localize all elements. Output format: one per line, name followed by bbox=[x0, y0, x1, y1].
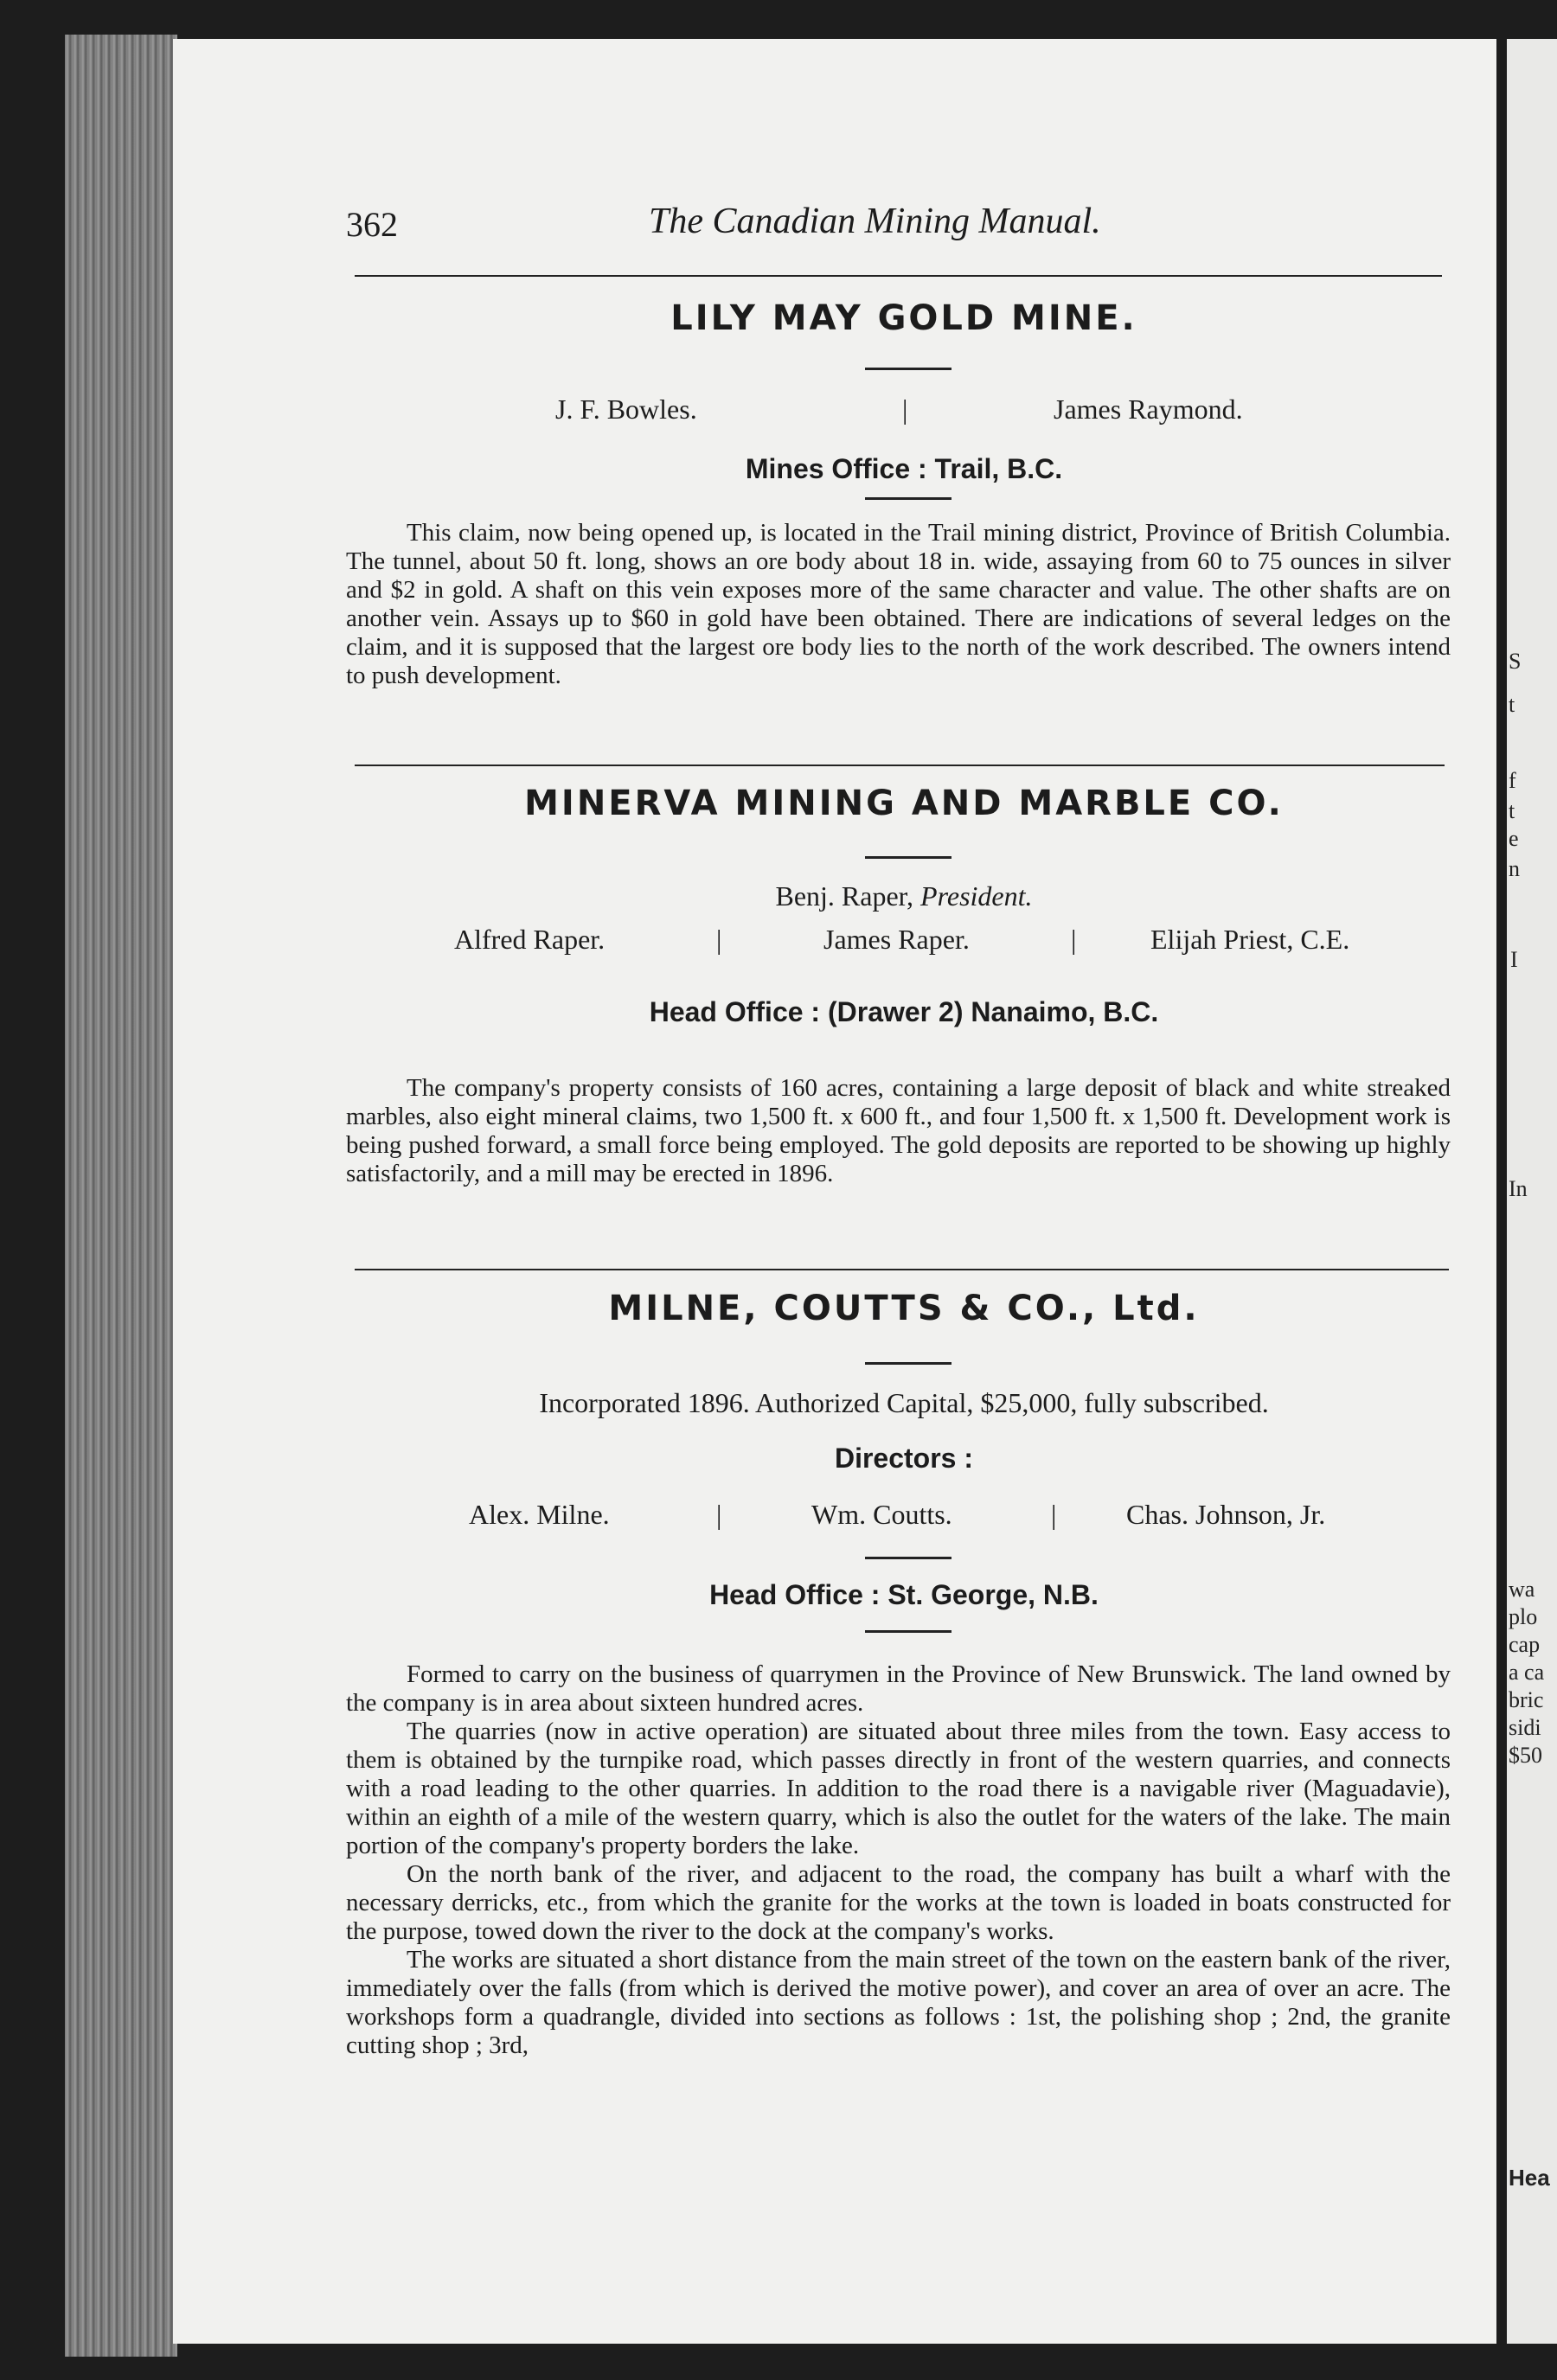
running-head bbox=[346, 197, 1462, 249]
section-rule bbox=[865, 497, 952, 500]
minerva-president bbox=[346, 880, 1462, 912]
officer-name: J. F. Bowles. bbox=[555, 393, 697, 425]
name-divider: | bbox=[716, 924, 722, 955]
adjacent-page-fragment: f bbox=[1509, 768, 1516, 793]
director-name: Chas. Johnson, Jr. bbox=[1126, 1499, 1326, 1530]
lily-may-body bbox=[346, 519, 1451, 690]
lily-may-title: LILY MAY GOLD MINE. bbox=[670, 298, 1137, 338]
adjacent-page-fragment: S bbox=[1509, 649, 1522, 674]
section-rule bbox=[865, 1557, 952, 1559]
adjacent-page-fragment: t bbox=[1509, 692, 1515, 717]
paragraph: The works are situated a short distance from the main street of the town on the eastern bank of the river, immediately over the falls (from which is derived the motive power), and cover an area of over an acre. The workshops form a quadrangle, divided into sections as follows : 1st, the polishing shop ; 2nd, the granite cutting shop ; 3rd, bbox=[346, 1946, 1451, 2059]
officer-name: Alfred Raper. bbox=[454, 924, 606, 955]
adjacent-page-fragment: plo bbox=[1509, 1604, 1538, 1629]
milne-incorporation: Incorporated 1896. Authorized Capital, $25,000, fully subscribed. bbox=[539, 1387, 1269, 1418]
directors-label: Directors : bbox=[834, 1443, 974, 1474]
minerva-office: Head Office : (Drawer 2) Nanaimo, B.C. bbox=[649, 996, 1159, 1027]
name-divider: | bbox=[1071, 924, 1077, 955]
adjacent-page-fragment: $50 bbox=[1509, 1743, 1542, 1768]
section-rule bbox=[865, 856, 952, 859]
section-rule bbox=[865, 1362, 952, 1365]
name-divider: | bbox=[902, 393, 908, 425]
minerva-title: MINERVA MINING AND MARBLE CO. bbox=[524, 784, 1284, 823]
name-divider: | bbox=[716, 1499, 722, 1530]
officer-name: James Raymond. bbox=[1054, 393, 1243, 425]
adjacent-page-fragment: sidi bbox=[1509, 1715, 1541, 1740]
paragraph: On the north bank of the river, and adjacent to the road, the company has built a wharf with the necessary derricks, etc., from which the granite for the works at the town is loaded in boats constructed for the purpose, towed down the river to the dock at the company's works. bbox=[346, 1860, 1451, 1945]
adjacent-page-fragment: e bbox=[1509, 826, 1519, 851]
name-divider: | bbox=[1051, 1499, 1057, 1530]
minerva-body bbox=[346, 1074, 1451, 1188]
adjacent-page-fragment: a ca bbox=[1509, 1660, 1545, 1685]
adjacent-page-fragment: Hea bbox=[1509, 2165, 1550, 2191]
paragraph: This claim, now being opened up, is located in the Trail mining district, Province of British Columbia. The tunnel, about 50 ft. long, shows an ore body about 18 in. wide, assaying from 60 to 75 ounces in silver and $2 in gold. A shaft on this vein exposes more of the same character and value. The other shafts are on another vein. Assays up to $60 in gold have been obtained. There are indications of several ledges on the claim, and it is supposed that the largest ore body lies to the north of the work described. The owners intend to push development. bbox=[346, 519, 1451, 689]
adjacent-page-fragment: wa bbox=[1509, 1577, 1535, 1602]
paragraph: The quarries (now in active operation) are situated about three miles from the town. Easy access to them is obtained by the turnpike road, which passes directly in front of the western quarries, and connects with a road leading to the other quarries. In addition to the road there is a navigable river (Maguadavie), within an eighth of a mile of the western quarry, which is also the outlet for the waters of the lake. The main portion of the company's property borders the lake. bbox=[346, 1718, 1451, 1859]
adjacent-page-fragment: n bbox=[1509, 856, 1520, 881]
adjacent-page-edge bbox=[1507, 39, 1557, 2344]
president-title: President. bbox=[920, 880, 1033, 912]
officer-name: Elijah Priest, C.E. bbox=[1150, 924, 1350, 955]
lily-may-office: Mines Office : Trail, B.C. bbox=[745, 453, 1063, 484]
adjacent-page-fragment: t bbox=[1509, 798, 1515, 823]
adjacent-page-fragment: cap bbox=[1509, 1632, 1541, 1657]
milne-body bbox=[346, 1660, 1451, 2060]
adjacent-page-fragment: In bbox=[1509, 1176, 1528, 1201]
header-rule bbox=[355, 275, 1442, 277]
page-number: 362 bbox=[346, 205, 398, 244]
adjacent-page-fragment: bric bbox=[1509, 1687, 1544, 1712]
milne-office: Head Office : St. George, N.B. bbox=[709, 1579, 1099, 1610]
paragraph: The company's property consists of 160 acres, containing a large deposit of black and white streaked marbles, also eight mineral claims, two 1,500 ft. x 600 ft., and four 1,500 ft. x 1,500 ft. Development work is being pushed forward, a small force being employed. The gold deposits are reported to be showing up highly satisfactorily, and a mill may be erected in 1896. bbox=[346, 1074, 1451, 1187]
adjacent-page-fragment: I bbox=[1510, 947, 1518, 972]
section-rule bbox=[865, 1630, 952, 1633]
section-divider-rule bbox=[355, 765, 1445, 766]
running-title: The Canadian Mining Manual. bbox=[649, 202, 1101, 241]
book-page-edges bbox=[65, 35, 177, 2357]
section-rule bbox=[865, 368, 952, 370]
director-name: Alex. Milne. bbox=[469, 1499, 610, 1530]
director-name: Wm. Coutts. bbox=[811, 1499, 952, 1530]
milne-coutts-title: MILNE, COUTTS & CO., Ltd. bbox=[608, 1289, 1200, 1328]
section-divider-rule bbox=[355, 1269, 1449, 1270]
officer-name: James Raper. bbox=[823, 924, 970, 955]
president-name: Benj. Raper, bbox=[775, 880, 914, 912]
paragraph: Formed to carry on the business of quarrymen in the Province of New Brunswick. The land owned by the company is in area about sixteen hundred acres. bbox=[346, 1660, 1451, 1717]
